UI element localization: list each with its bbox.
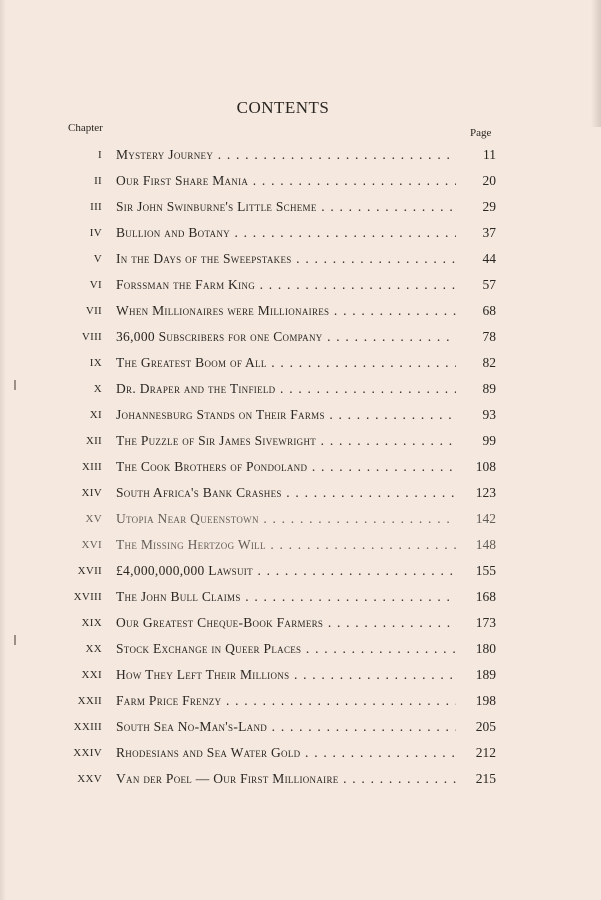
chapter-number: VI bbox=[89, 279, 102, 291]
chapter-page-number: 82 bbox=[482, 355, 496, 370]
toc-row bbox=[0, 220, 601, 246]
chapter-title: Our First Share Mania . . bbox=[116, 168, 456, 194]
chapter-title: £4,000,000,000 Lawsuit . . bbox=[116, 558, 456, 584]
contents-title: CONTENTS bbox=[236, 98, 330, 117]
toc-row bbox=[0, 636, 601, 662]
toc-row bbox=[0, 376, 601, 402]
chapter-number: XX bbox=[85, 643, 102, 655]
chapter-page-number: 108 bbox=[475, 459, 496, 474]
chapter-page-number: 57 bbox=[482, 277, 496, 292]
toc-row bbox=[0, 766, 601, 792]
chapter-page-number: 198 bbox=[475, 693, 496, 708]
toc-row bbox=[0, 506, 601, 532]
toc-row bbox=[0, 532, 601, 558]
chapter-title: How They Left Their Millions . . bbox=[116, 662, 456, 688]
chapter-page-number: 44 bbox=[482, 251, 496, 266]
toc-row bbox=[0, 688, 601, 714]
chapter-number: XVI bbox=[81, 539, 102, 551]
toc-row bbox=[0, 480, 601, 506]
chapter-page-number: 173 bbox=[475, 615, 496, 630]
chapter-title: Our Greatest Cheque-Book Farmers . . bbox=[116, 610, 456, 636]
chapter-title: The Greatest Boom of All . . bbox=[116, 350, 456, 376]
chapter-page-number: 189 bbox=[475, 667, 496, 682]
chapter-number: XII bbox=[85, 435, 102, 447]
toc-row bbox=[0, 454, 601, 480]
toc-row bbox=[0, 610, 601, 636]
chapter-number: VII bbox=[85, 305, 102, 317]
toc-row bbox=[0, 740, 601, 766]
page-column-header: Page bbox=[470, 127, 601, 900]
toc-row bbox=[0, 142, 601, 168]
chapter-number: XIX bbox=[81, 617, 102, 629]
chapter-page-number: 180 bbox=[475, 641, 496, 656]
toc-row bbox=[0, 584, 601, 610]
toc-row bbox=[0, 350, 601, 376]
chapter-title: The Cook Brothers of Pondoland . . bbox=[116, 454, 456, 480]
chapter-title: Utopia Near Queenstown . . bbox=[116, 506, 456, 532]
chapter-number: V bbox=[93, 253, 102, 265]
toc-row bbox=[0, 428, 601, 454]
chapter-title: South Africa's Bank Crashes . . bbox=[116, 480, 456, 506]
chapter-page-number: 168 bbox=[475, 589, 496, 604]
chapter-page-number: 215 bbox=[475, 771, 496, 786]
chapter-page-number: 89 bbox=[482, 381, 496, 396]
chapter-title: In the Days of the Sweepstakes . . bbox=[116, 246, 456, 272]
chapter-number: I bbox=[98, 149, 102, 161]
chapter-title: When Millionaires were Millionaires . . bbox=[116, 298, 456, 324]
chapter-number: XV bbox=[85, 513, 102, 525]
chapter-title: The Missing Hertzog Will . . bbox=[116, 532, 456, 558]
chapter-number: III bbox=[90, 201, 102, 213]
chapter-title: South Sea No-Man's-Land . . bbox=[116, 714, 456, 740]
chapter-page-number: 37 bbox=[482, 225, 496, 240]
chapter-number: XIV bbox=[81, 487, 102, 499]
toc-row bbox=[0, 272, 601, 298]
chapter-number: XXIV bbox=[73, 747, 102, 759]
toc-row bbox=[0, 558, 601, 584]
chapter-column-header: Chapter bbox=[68, 122, 103, 134]
toc-row bbox=[0, 402, 601, 428]
chapter-page-number: 68 bbox=[482, 303, 496, 318]
chapter-page-number: 99 bbox=[482, 433, 496, 448]
chapter-number: II bbox=[94, 175, 102, 187]
chapter-title: Johannesburg Stands on Their Farms . . bbox=[116, 402, 456, 428]
chapter-title: Rhodesians and Sea Water Gold . . bbox=[116, 740, 456, 766]
chapter-page-number: 155 bbox=[475, 563, 496, 578]
chapter-number: XXI bbox=[81, 669, 102, 681]
toc-row bbox=[0, 324, 601, 350]
chapter-page-number: 20 bbox=[482, 173, 496, 188]
chapter-title: The John Bull Claims . . bbox=[116, 584, 456, 610]
chapter-number: XI bbox=[89, 409, 102, 421]
table-of-contents bbox=[0, 142, 601, 792]
chapter-number: IV bbox=[89, 227, 102, 239]
chapter-number: X bbox=[93, 383, 102, 395]
chapter-page-number: 148 bbox=[475, 537, 496, 552]
chapter-page-number: 212 bbox=[475, 745, 496, 760]
chapter-title: Van der Poel — Our First Millionaire . . bbox=[116, 766, 456, 792]
chapter-page-number: 123 bbox=[475, 485, 496, 500]
toc-row bbox=[0, 714, 601, 740]
toc-row bbox=[0, 168, 601, 194]
chapter-number: XIII bbox=[81, 461, 102, 473]
chapter-page-number: 142 bbox=[475, 511, 496, 526]
chapter-number: IX bbox=[89, 357, 102, 369]
chapter-page-number: 29 bbox=[482, 199, 496, 214]
chapter-title: Dr. Draper and the Tinfield . . bbox=[116, 376, 456, 402]
chapter-number: XXV bbox=[77, 773, 102, 785]
chapter-title: Farm Price Frenzy . . bbox=[116, 688, 456, 714]
toc-row bbox=[0, 298, 601, 324]
chapter-page-number: 11 bbox=[483, 147, 496, 162]
chapter-number: XXIII bbox=[73, 721, 102, 733]
chapter-number: VIII bbox=[81, 331, 102, 343]
chapter-number: XXII bbox=[77, 695, 102, 707]
toc-row bbox=[0, 246, 601, 272]
chapter-title: Bullion and Botany . . bbox=[116, 220, 456, 246]
chapter-number: XVIII bbox=[73, 591, 102, 603]
chapter-title: The Puzzle of Sir James Sivewright . . bbox=[116, 428, 456, 454]
chapter-page-number: 205 bbox=[475, 719, 496, 734]
chapter-title: Forssman the Farm King . . bbox=[116, 272, 456, 298]
toc-row bbox=[0, 662, 601, 688]
chapter-title: Mystery Journey . . bbox=[116, 142, 456, 168]
chapter-page-number: 78 bbox=[482, 329, 496, 344]
chapter-page-number: 93 bbox=[482, 407, 496, 422]
chapter-title: 36,000 Subscribers for one Company . . bbox=[116, 324, 456, 350]
chapter-number: XVII bbox=[77, 565, 102, 577]
chapter-title: Stock Exchange in Queer Places . . bbox=[116, 636, 456, 662]
toc-row bbox=[0, 194, 601, 220]
chapter-title: Sir John Swinburne's Little Scheme . . bbox=[116, 194, 456, 220]
